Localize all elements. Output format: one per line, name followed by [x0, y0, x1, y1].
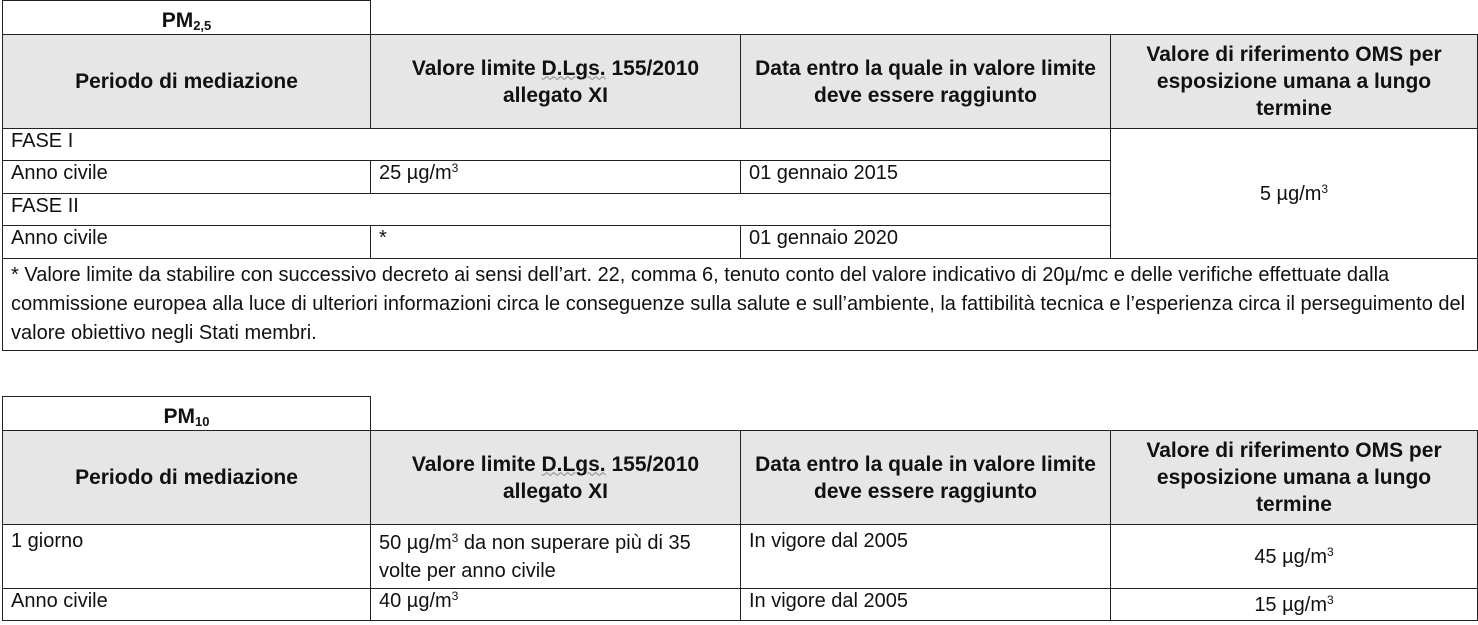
pm25-table [2, 0, 1478, 351]
row-limit: 40 $\mu g/m^3$ [371, 589, 741, 621]
row-period: 1 giorno [3, 525, 371, 589]
row-date: 01 gennaio 2020 [741, 226, 1111, 259]
row-limit: 25 $\mu g/m^3$ [371, 161, 741, 194]
oms-value: 5 $\mu g/m^3$ [1111, 129, 1478, 259]
row-period: Anno civile [3, 161, 371, 194]
header-limit: Valore limite D.Lgs. 155/2010 allegato XI [371, 431, 741, 525]
oms-value: 15 $\mu g/m^3$ [1111, 589, 1478, 621]
pm25-label: $PM_{2,5}$ [3, 1, 371, 35]
header-oms: Valore di riferimento OMS per esposizione umana a lungo termine [1111, 35, 1478, 129]
header-period: Periodo di mediazione [3, 431, 371, 525]
header-deadline: Data entro la quale in valore limite deve essere raggiunto [741, 431, 1111, 525]
table-row [3, 589, 1478, 621]
row-period: Anno civile [3, 589, 371, 621]
pm10-label: $PM_{10}$ [3, 397, 371, 431]
row-limit: * [371, 226, 741, 259]
pm25-header-row [3, 35, 1478, 129]
header-limit: Valore limite D.Lgs. 155/2010 allegato XI [371, 35, 741, 129]
row-date: 01 gennaio 2015 [741, 161, 1111, 194]
phase-2-label: FASE II [3, 194, 1111, 226]
oms-value: 45 $\mu g/m^3$ [1111, 525, 1478, 589]
row-date: In vigore dal 2005 [741, 589, 1111, 621]
row-date: In vigore dal 2005 [741, 525, 1111, 589]
header-period: Periodo di mediazione [3, 35, 371, 129]
row-period: Anno civile [3, 226, 371, 259]
header-deadline: Data entro la quale in valore limite deve essere raggiunto [741, 35, 1111, 129]
pm10-table [2, 396, 1478, 621]
pm10-header-row [3, 431, 1478, 525]
table-row [3, 525, 1478, 589]
phase-1-label: FASE I [3, 129, 1111, 161]
header-oms: Valore di riferimento OMS per esposizione umana a lungo termine [1111, 431, 1478, 525]
row-limit: 50 $\mu g/m^3$ da non superare più di 35 volte per anno civile [371, 525, 741, 589]
footnote: * Valore limite da stabilire con successivo decreto ai sensi dell’art. 22, comma 6, tenuto conto del valore indicativo di 20µ/mc e delle verifiche effettuate dalla commissione europea alla luce di ulteriori informazioni circa le conseguenze sulla salute e sull’ambiente, la fattibilità tecnica e l’esperienza circa il perseguimento del valore obiettivo negli Stati membri. [3, 259, 1478, 351]
